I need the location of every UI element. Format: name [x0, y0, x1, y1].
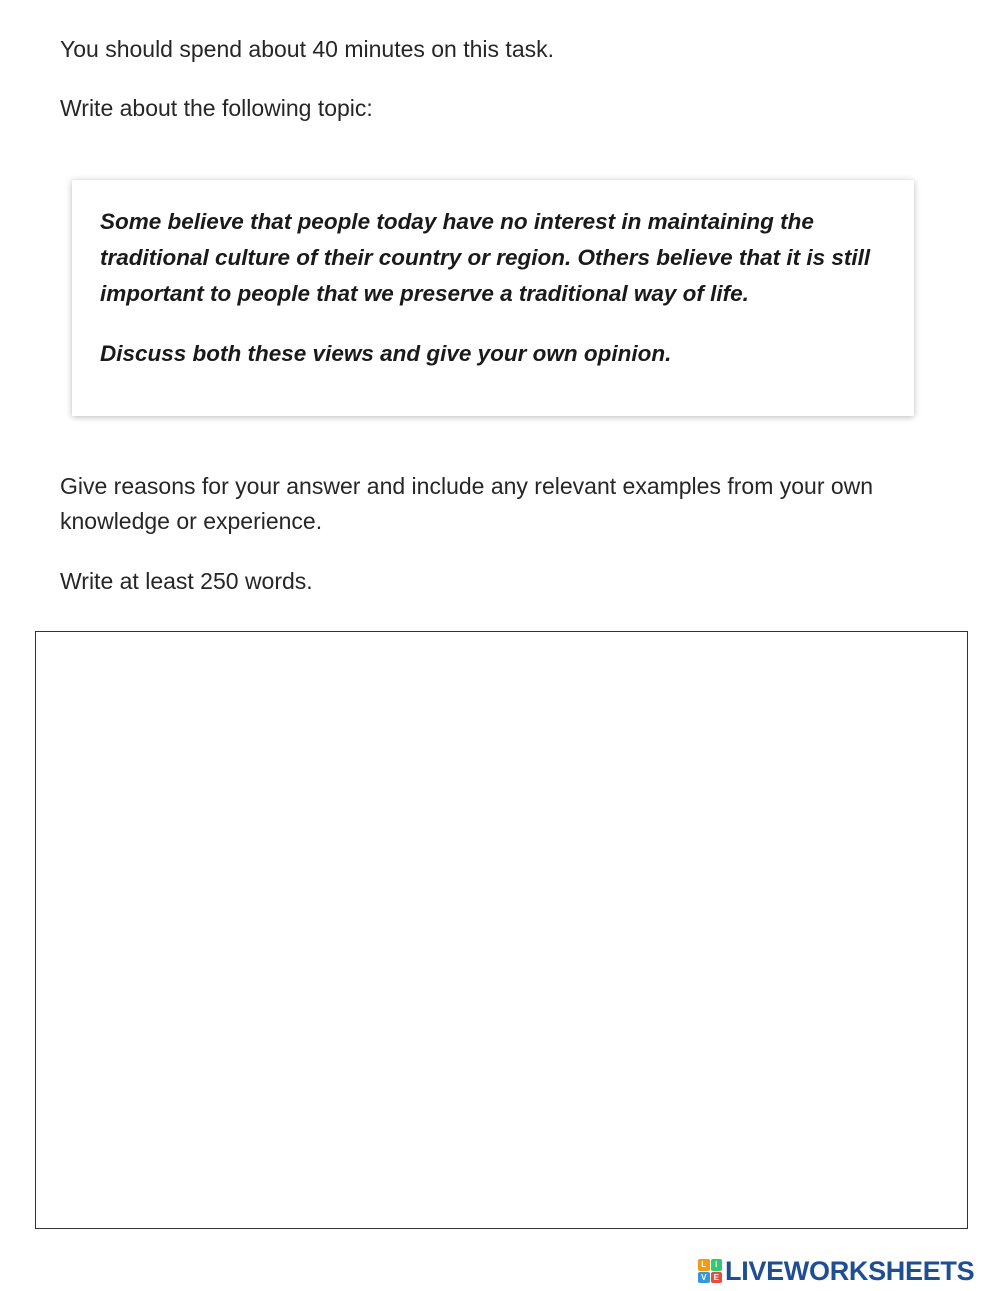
essay-prompt-box	[72, 180, 914, 416]
time-instruction: You should spend about 40 minutes on this task.	[60, 36, 554, 62]
logo-tile-e: E	[711, 1272, 723, 1284]
liveworksheets-brand	[698, 1256, 974, 1286]
logo-tile-v: V	[698, 1272, 710, 1284]
brand-name: LIVEWORKSHEETS	[725, 1256, 975, 1286]
essay-answer-input[interactable]	[35, 631, 968, 1229]
reasons-instruction: Give reasons for your answer and include any relevant examples from your own knowledge or experience.	[60, 473, 874, 534]
logo-tile-i: I	[711, 1259, 723, 1271]
word-count-instruction: Write at least 250 words.	[60, 568, 313, 594]
logo-tile-l: L	[698, 1259, 710, 1271]
prompt-question: Discuss both these views and give your own opinion.	[100, 341, 672, 366]
liveworksheets-logo-icon	[698, 1259, 722, 1283]
prompt-statement: Some believe that people today have no interest in maintaining the traditional culture of their country or region. Others believe that it is still important to people that we preserve a traditional way of life.	[100, 209, 871, 306]
topic-instruction: Write about the following topic:	[60, 95, 373, 121]
